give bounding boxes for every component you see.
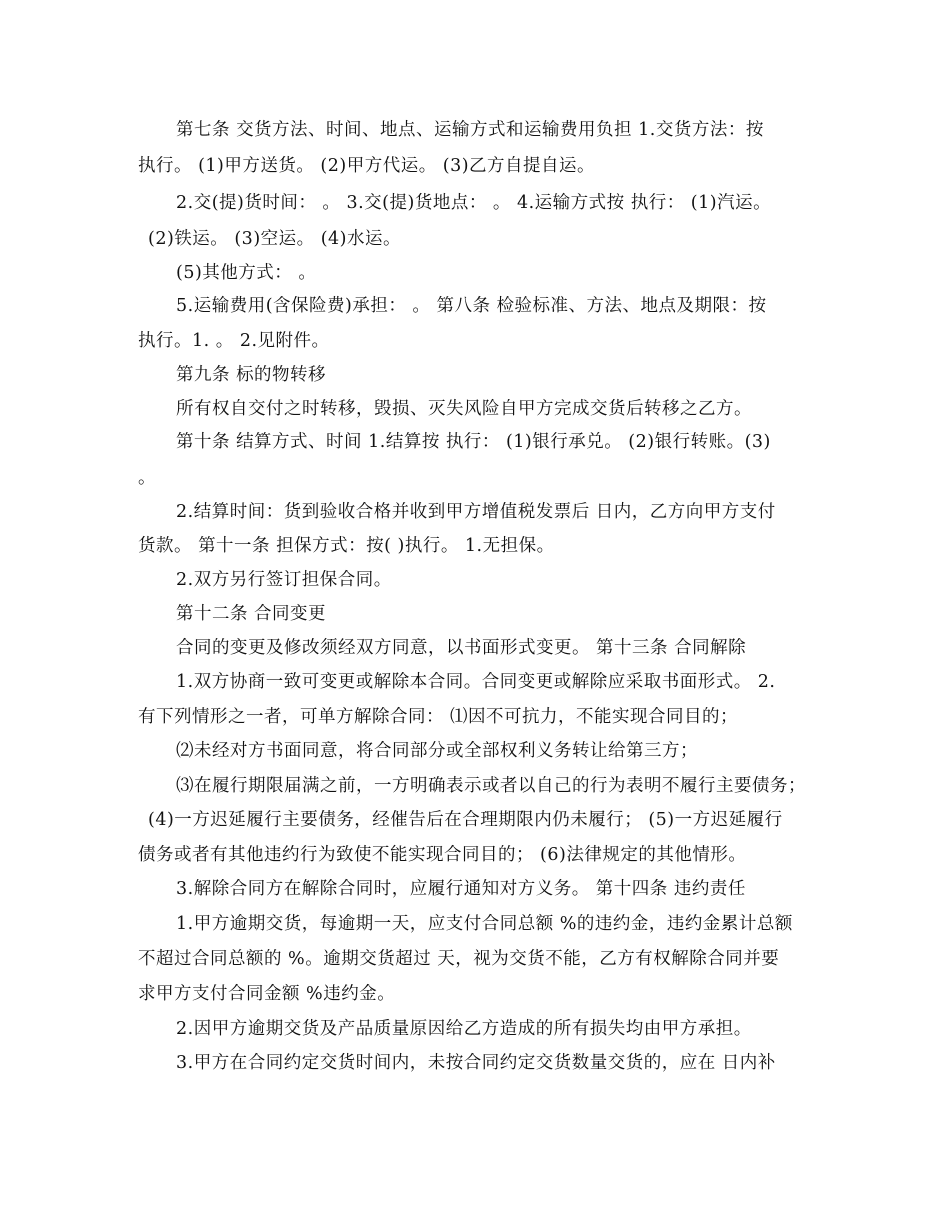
text-line: 2.因甲方逾期交货及产品质量原因给乙方造成的所有损失均由甲方承担。: [176, 1019, 752, 1039]
text-line: 所有权自交付之时转移，毁损、灭失风险自甲方完成交货后转移之乙方。: [176, 399, 752, 419]
text-line: ⑶在履行期限届满之前，一方明确表示或者以自己的行为表明不履行主要债务；: [176, 776, 806, 796]
text-line: (5)其他方式： 。: [176, 263, 317, 283]
text-line: 。: [138, 468, 156, 488]
text-line: 合同的变更及修改须经双方同意，以书面形式变更。 第十三条 合同解除: [176, 638, 747, 658]
text-line: 2.双方另行签订担保合同。: [176, 570, 392, 590]
text-line: 有下列情形之一者，可单方解除合同： ⑴因不可抗力，不能实现合同目的；: [138, 707, 739, 727]
text-line: 第九条 标的物转移: [176, 365, 327, 385]
text-line: 不超过合同总额的 %。逾期交货超过 天，视为交货不能，乙方有权解除合同并要: [138, 949, 780, 969]
text-line: 执行。 (1)甲方送货。 (2)甲方代运。 (3)乙方自提自运。: [138, 156, 596, 176]
text-line: 2.交(提)货时间： 。 3.交(提)货地点： 。 4.运输方式按 执行： (1)汽运。: [176, 193, 772, 213]
text-line: 1.双方协商一致可变更或解除本合同。合同变更或解除应采取书面形式。 2.: [176, 672, 776, 692]
text-line: 求甲方支付合同金额 %违约金。: [138, 984, 396, 1004]
text-line: (4)一方迟延履行主要债务，经催告后在合理期限内仍未履行； (5)一方迟延履行: [148, 810, 783, 830]
text-line: 3.解除合同方在解除合同时，应履行通知对方义务。 第十四条 违约责任: [176, 879, 746, 899]
text-line: 2.结算时间：货到验收合格并收到甲方增值税发票后 日内，乙方向甲方支付: [176, 502, 776, 522]
text-line: 1.甲方逾期交货，每逾期一天，应支付合同总额 %的违约金，违约金累计总额: [176, 914, 793, 934]
text-line: 第十条 结算方式、时间 1.结算按 执行： (1)银行承兑。 (2)银行转账。(3): [176, 432, 771, 452]
text-line: 执行。1. 。 2.见附件。: [138, 331, 330, 351]
text-line: 第七条 交货方法、时间、地点、运输方式和运输费用负担 1.交货方法：按: [176, 120, 764, 140]
text-line: (2)铁运。 (3)空运。 (4)水运。: [148, 229, 401, 249]
text-line: ⑵未经对方书面同意，将合同部分或全部权利义务转让给第三方；: [176, 741, 698, 761]
text-line: 货款。 第十一条 担保方式：按( )执行。 1.无担保。: [138, 536, 555, 556]
text-line: 3.甲方在合同约定交货时间内，未按合同约定交货数量交货的，应在 日内补: [176, 1053, 776, 1073]
text-line: 债务或者有其他违约行为致使不能实现合同目的； (6)法律规定的其他情形。: [138, 845, 747, 865]
text-line: 5.运输费用(含保险费)承担： 。 第八条 检验标准、方法、地点及期限：按: [176, 296, 767, 316]
text-line: 第十二条 合同变更: [176, 604, 327, 624]
